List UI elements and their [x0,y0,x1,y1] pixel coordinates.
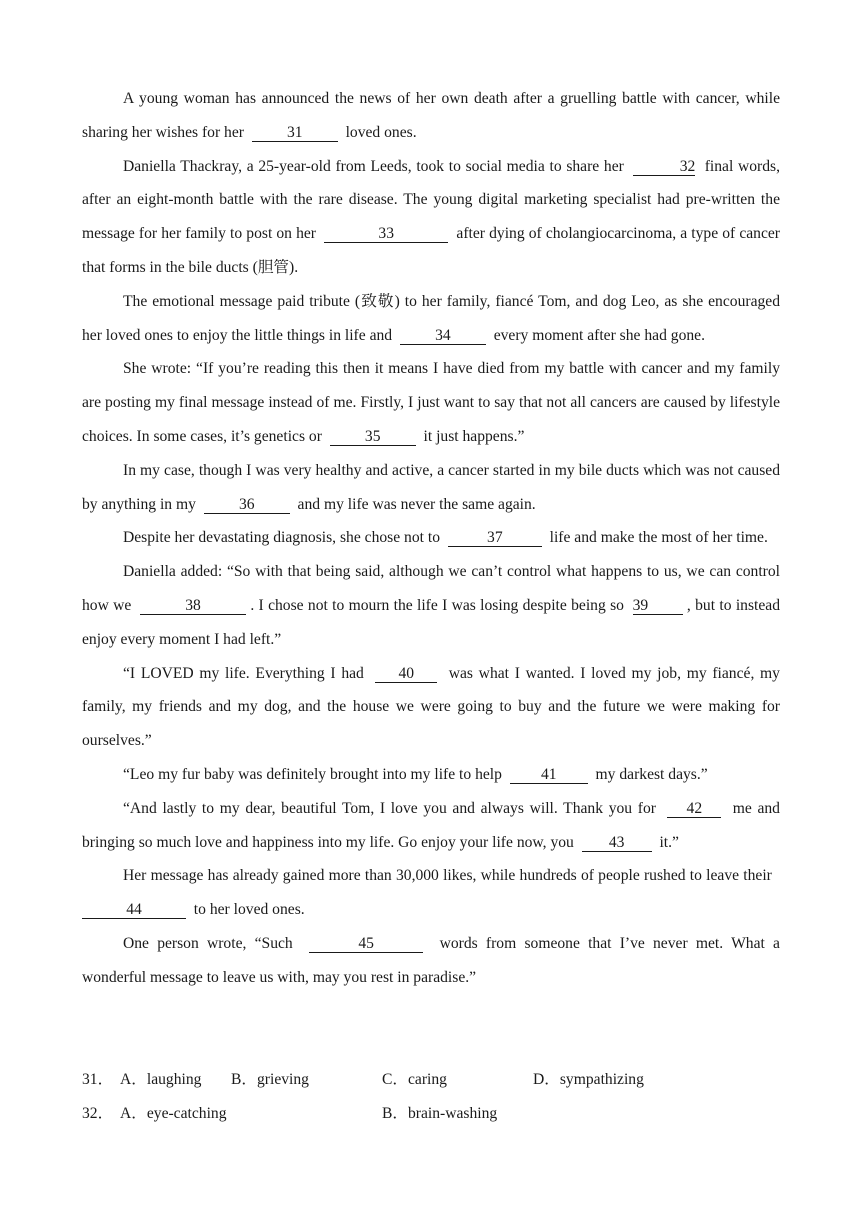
paragraph-text: Daniella Thackray, a 25-year-old from Leeds, took to social media to share her [123,157,629,175]
question-number: 32． [82,1105,114,1122]
paragraph [82,454,780,522]
blank-40: 40 [375,665,437,683]
answer-choice[interactable]: D．sympathizing [533,1071,644,1088]
paragraph [82,150,780,285]
paragraph [82,285,780,353]
blank-36: 36 [204,496,290,514]
blank-43: 43 [582,834,652,852]
paragraph [82,927,780,995]
paragraph-text: loved ones. [341,123,417,141]
paragraph [82,657,780,758]
blank-39: 39 [633,597,683,615]
paragraph [82,521,780,555]
blank-41: 41 [510,766,588,784]
answer-choice[interactable]: A．laughing [120,1071,202,1088]
blank-37: 37 [448,529,542,547]
paragraph-text: life and make the most of her time. [545,529,768,547]
answer-choice[interactable]: C．caring [382,1071,447,1088]
paragraph [82,555,780,656]
blank-31: 31 [252,124,338,142]
paragraph-text: final words, after an eight-month battle with the rare disease. The young digital marketing specialist had pre-written the message for her family to post on her [82,157,781,243]
blank-35: 35 [330,428,416,446]
paragraph [82,82,780,150]
blank-34: 34 [400,327,486,345]
paragraph-text: “And lastly to my dear, beautiful Tom, I love you and always will. Thank you for [123,799,662,817]
blank-45: 45 [309,935,423,953]
answer-choice[interactable]: A．eye-catching [120,1105,227,1122]
paragraph [82,352,780,453]
paragraph-text: “Leo my fur baby was definitely brought into my life to help [123,765,506,783]
paragraph-text: One person wrote, “Such [123,934,301,952]
paragraph-text: was what I wanted. I loved my job, my fiancé, my family, my friends and my dog, and the house we were going to buy and the future we were making for ourselves.” [82,664,780,750]
blank-32: 32 [633,158,695,176]
paragraph-text: A young woman has announced the news of her own death after a gruelling battle with cancer, while sharing her wishes for her [82,90,780,141]
paragraph-text: Her message has already gained more than 30,000 likes, while hundreds of people rushed to leave their [123,867,777,885]
paragraph-text: to her loved ones. [189,901,305,919]
paragraph-text: it just happens.” [419,427,525,445]
blank-42: 42 [667,800,721,818]
paragraph-text: it.” [655,833,679,851]
paragraph-text: and my life was never the same again. [293,495,536,513]
paragraph-text: She wrote: “If you’re reading this then it means I have died from my battle with cancer and my family are posting my final message instead of me. Firstly, I just want to say that not all cancers are caused by lifestyle choices. In some cases, it’s genetics or [82,360,780,445]
paragraph-text: Daniella added: “So with that being said, although we can’t control what happens to us, we can control how we [82,563,780,614]
question-32-options [82,1101,782,1131]
paragraph-text: In my case, though I was very healthy and active, a cancer started in my bile ducts which was not caused by anything in my [82,461,780,513]
paragraph-text: Despite her devastating diagnosis, she chose not to [123,529,444,547]
paragraph [82,792,780,860]
paragraph-text: my darkest days.” [591,765,708,783]
paragraph-text: , but to instead enjoy every moment I had left.” [82,596,780,648]
passage [82,82,780,995]
paragraph [82,758,780,792]
answer-choice[interactable]: B．grieving [231,1071,309,1088]
answer-choice[interactable]: B．brain-washing [382,1105,498,1122]
paragraph-text: words from someone that I’ve never met. What a wonderful message to leave us with, may you rest in paradise.” [82,934,780,986]
question-31-options [82,1067,782,1097]
blank-44: 44 [82,901,186,919]
paragraph-text: “I LOVED my life. Everything I had [123,664,370,682]
question-number: 31． [82,1071,114,1088]
paragraph-text: . I chose not to mourn the life I was losing despite being so [250,596,629,614]
paragraph-text: me and bringing so much love and happiness into my life. Go enjoy your life now, you [82,799,780,851]
blank-33: 33 [324,225,448,243]
paragraph-text: every moment after she had gone. [489,326,705,344]
paragraph-text: The emotional message paid tribute (致敬) to her family, fiancé Tom, and dog Leo, as she encouraged her loved ones to enjoy the little things in life and [82,292,780,344]
paragraph-text: after dying of cholangiocarcinoma, a type of cancer that forms in the bile ducts (胆管). [82,225,780,276]
blank-38: 38 [140,597,246,615]
paragraph [82,859,780,927]
